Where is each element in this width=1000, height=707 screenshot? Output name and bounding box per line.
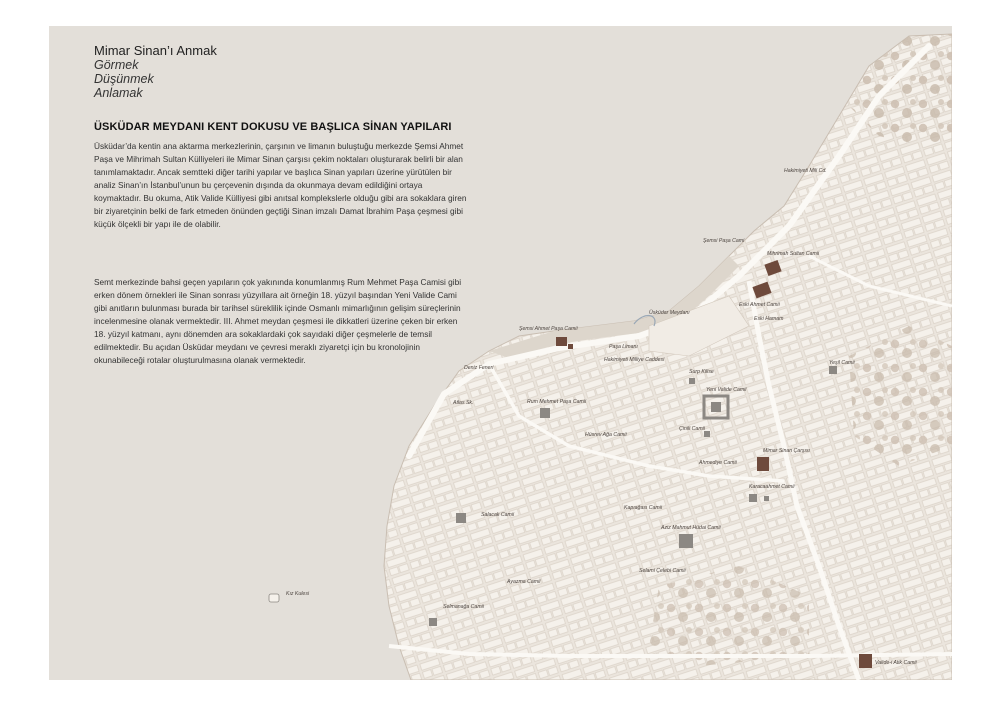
label-atlas: Atlas Sk. xyxy=(453,400,474,406)
yesil-building[interactable] xyxy=(829,366,837,374)
yeni-valide-core[interactable] xyxy=(711,402,721,412)
kapitaci-building[interactable] xyxy=(764,496,769,501)
kiz-kulesi-island[interactable] xyxy=(269,594,279,602)
section-heading: ÜSKÜDAR MEYDANI KENT DOKUSU VE BAŞLICA SİNAN YAPILARI xyxy=(94,121,452,133)
label-ahmediye: Ahmediye Camii xyxy=(699,460,737,466)
subtitle-line-2: Düşünmek xyxy=(94,72,154,86)
label-ayazma: Ayazma Camii xyxy=(507,579,541,585)
subtitle-line-1: Görmek xyxy=(94,58,139,72)
label-hakimiyet-cd: Hakimiyeti Milliye Caddesi xyxy=(604,357,665,363)
label-yeni-valide: Yeni Valide Camii xyxy=(706,387,747,393)
rum-mehmet-building[interactable] xyxy=(540,408,550,418)
page-title: Mimar Sinan’ı Anmak xyxy=(94,43,217,58)
label-yesil: Yeşil Camii xyxy=(829,360,855,366)
label-salacak: Salacak Camii xyxy=(481,512,515,518)
valide-atik-building[interactable] xyxy=(859,654,872,668)
label-kapiagasi: Kapıağası Camii xyxy=(624,505,663,511)
label-hakimiyeti: Hakimiyeti Mili Cd. xyxy=(784,168,827,174)
label-husrev: Hüsrev Ağa Camii xyxy=(585,432,627,438)
semsi-pasa-annex[interactable] xyxy=(568,344,573,349)
semsi-pasa-building[interactable] xyxy=(556,337,567,346)
label-valide-atik: Valide-i Atik Camii xyxy=(875,660,917,666)
paragraph-1: Üsküdar’da kentin ana aktarma merkezlerinin, çarşının ve limanın buluştuğu merkezde Şemsi Ahmet Paşa ve Mihrimah Sultan Külliyeleri ile Mimar Sinan çarşısı çekim noktaları oluşturarak belirli bir alan tanımlamaktadır. Ancak semtteki diğer tarihi yapılar ve başlıca Sinan yapıları üzerine yürütülen bir analiz Sinan’ın İstanbul’unun bu çerçevenin dışında da okunmaya devam edildiğini ortaya koymaktadır. Bu okuma, Atik Valide Külliyesi gibi anıtsal komplekslerle olduğu gibi ara sokaklara giren bir ziyaretçinin belki de fark etmeden önünden geçtiği Sinan imzalı Damat İbrahim Paşa çeşmesi gibi küçük ölçekli bir yapı ile de olabilir. xyxy=(94,141,467,229)
label-deniz: Deniz Feneri xyxy=(464,365,494,371)
label-semsi-ahmet: Şemsi Ahmet Paşa Camii xyxy=(519,326,578,332)
label-rum-mehmet: Rum Mehmet Paşa Camii xyxy=(527,399,587,405)
aziz-mahmut-building[interactable] xyxy=(679,534,693,548)
paragraph-2: Semt merkezinde bahsi geçen yapıların çok yakınında konumlanmış Rum Mehmet Paşa Camisi gibi erken dönem örnekleri ile Sinan sonrası yüzyıllara ait örneğin 18. yüzyıl başından Yeni Valide Cami gibi anıtların bulunması burada bir tarihsel süreklilik içinde Osmanlı mimarlığının gelişim süreçlerinin incelenmesine olanak vermektedir. III. Ahmet meydan çeşmesi ile dikkatleri üzerine çeken bir erken 18. yüzyıl katmanı, aynı dönemden ara sokaklardaki çok sayıdaki diğer çeşmelerle de temsil edilmektedir. Bu açıdan Üsküdar meydanı ve çevresi meraklı ziyaretçi için bu kronolojinin okunabileceği rotalar oluşturulmasına olanak vermektedir. xyxy=(94,277,462,365)
label-karacaahmet: Karacaahmet Camii xyxy=(749,484,795,490)
label-cinili: Çinili Camii xyxy=(679,426,705,432)
page-header xyxy=(94,43,217,100)
label-selmanaga: Selmanağa Camii xyxy=(443,604,484,610)
label-mihrimah: Mihrimah Sultan Camii xyxy=(767,251,820,257)
label-aziz-mahmut: Aziz Mahmut Hüdai Camii xyxy=(661,525,721,531)
label-sinan-carsi: Mimar Sinan Çarşısı xyxy=(763,448,810,454)
label-uskudar-meydani: Üsküdar Meydanı xyxy=(649,310,690,316)
label-hamam: Eski Hamam xyxy=(754,316,784,322)
ahmediye-building[interactable] xyxy=(749,494,757,502)
ayazma-building[interactable] xyxy=(456,513,466,523)
label-semsi-pasa-sk: Şemsi Paşa Cami xyxy=(703,238,745,244)
label-atik-camii: Eski Ahmet Camii xyxy=(739,302,780,308)
label-iskele: Paşa Limanı xyxy=(609,344,638,350)
map-sheet xyxy=(49,26,952,680)
subtitle-line-3: Anlamak xyxy=(94,86,143,100)
label-kilise: Surp Kilise xyxy=(689,369,714,375)
kilise-building[interactable] xyxy=(689,378,695,384)
selman-building[interactable] xyxy=(429,618,437,626)
sinan-carsi-building[interactable] xyxy=(757,457,769,471)
label-selami-celebi: Selami Çelebi Camii xyxy=(639,568,686,574)
label-kiz-kulesi: Kız Kulesi xyxy=(286,591,310,597)
